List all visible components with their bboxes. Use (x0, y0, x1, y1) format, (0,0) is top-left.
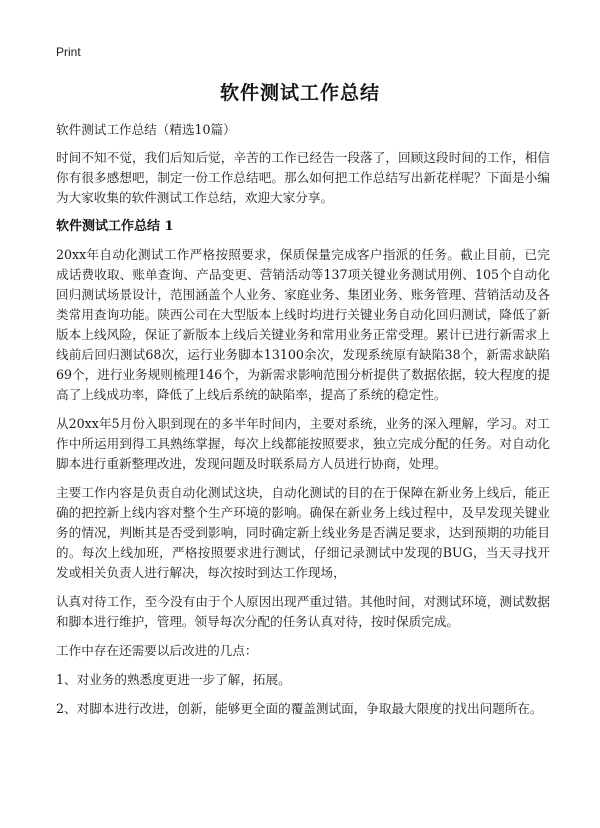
list-item: 1、对业务的熟悉度更进一步了解，拓展。 (56, 672, 291, 687)
body-paragraph: 认真对待工作，至今没有由于个人原因出现严重过错。其他时间，对测试环境，测试数据和脚本进行维护，管理。领导每次分配的任务认真对待，按时保质完成。 (56, 594, 550, 629)
document-subtitle: 软件测试工作总结（精选10篇） (56, 122, 236, 137)
print-link[interactable]: Print (56, 45, 81, 59)
body-paragraph: 主要工作内容是负责自动化测试这块，自动化测试的目的在于保障在新业务上线后，能正确的把控新上线内容对整个生产环境的影响。确保在新业务上线过程中，及早发现关键业务的情况，判断其是否受到影响，同时确定新上线业务是否满足要求，达到预期的功能目的。每次上线加班，严格按照要求进行测试，仔细记录测试中发现的BUG，当天寻找开发或相关负责人进行解决，每次按时到达工作现场， (56, 485, 550, 580)
intro-paragraph: 时间不知不觉，我们后知后觉，辛苦的工作已经告一段落了，回顾这段时间的工作，相信你有很多感想吧，制定一份工作总结吧。那么如何把工作总结写出新花样呢？下面是小编为大家收集的软件测试工作总结，欢迎大家分享。 (56, 150, 550, 205)
body-paragraph: 从20xx年5月份入职到现在的多半年时间内，主要对系统，业务的深入理解，学习。对工作中所运用到得工具熟练掌握，每次上线都能按照要求，独立完成分配的任务。对自动化脚本进行重新整理改进，发现问题及时联系局方人员进行协商，处理。 (56, 416, 550, 471)
body-paragraph: 工作中存在还需要以后改进的几点： (56, 643, 258, 658)
document-title: 软件测试工作总结 (219, 82, 380, 104)
body-paragraph: 20xx年自动化测试工作严格按照要求，保质保量完成客户指派的任务。截止目前，已完成话费收取、账单查询、产品变更、营销活动等137项关键业务测试用例、105个自动化回归测试场景设计，范围涵盖个人业务、家庭业务、集团业务、账务管理、营销活动及各类常用查询功能。陕西公司在大型版本上线时均进行关键业务自动化回归测试，降低了新版本上线风险，保证了新版本上线后关键业务和常用业务正常受理。累计已进行新需求上线前后回归测试68次，运行业务脚本13100余次，发现系统原有缺陷38个，新需求缺陷69个，进行业务规则梳理146个，为新需求影响范围分析提供了数据依据，较大程度的提高了上线成功率，降低了上线后系统的缺陷率，提高了系统的稳定性。 (56, 247, 550, 402)
section-heading: 软件测试工作总结 1 (56, 219, 174, 234)
list-item: 2、对脚本进行改进，创新，能够更全面的覆盖测试面，争取最大限度的找出问题所在。 (56, 701, 543, 716)
document-body (56, 120, 550, 728)
